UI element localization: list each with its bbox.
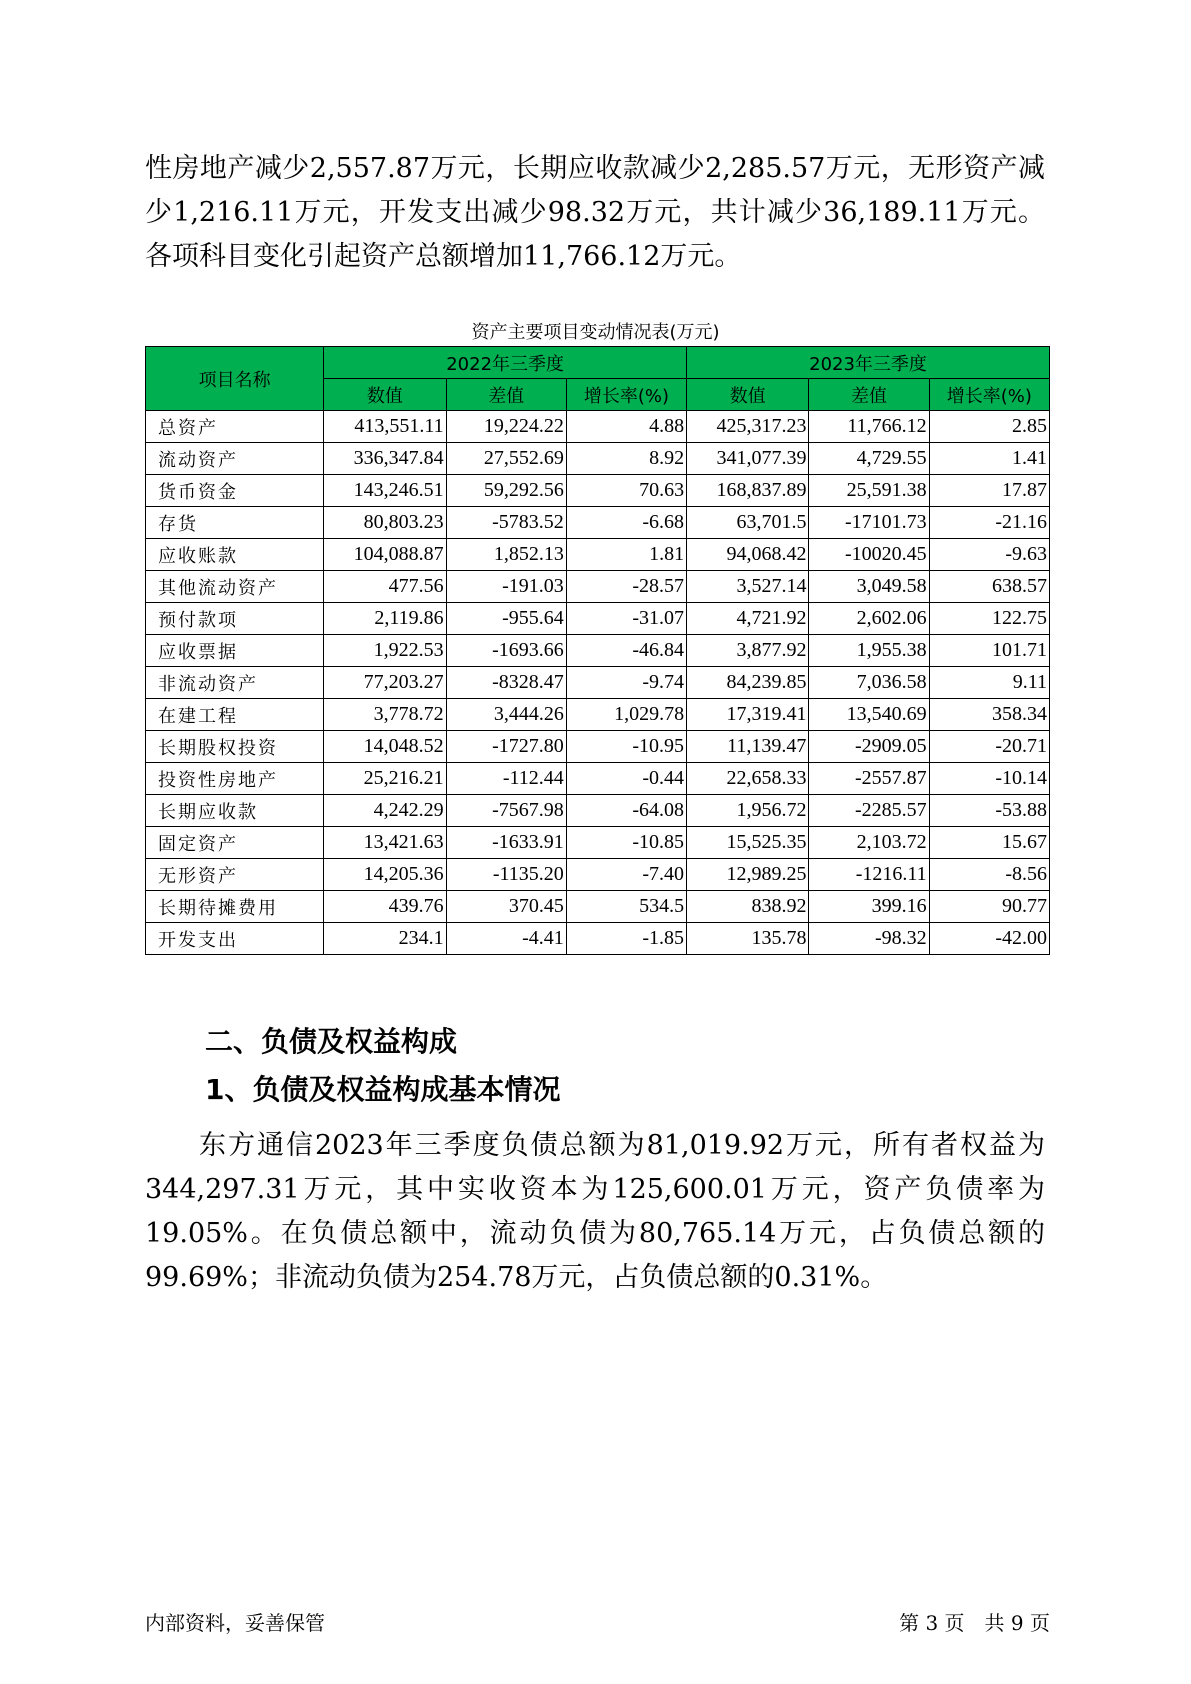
row-value-cell: -0.44	[566, 763, 686, 795]
row-value-cell: -20.71	[929, 731, 1049, 763]
row-value-cell: -112.44	[446, 763, 566, 795]
row-value-cell: -8.56	[929, 859, 1049, 891]
intro-paragraph	[145, 147, 1045, 279]
row-value-cell: 3,527.14	[687, 571, 809, 603]
row-value-cell: 534.5	[566, 891, 686, 923]
header-period-2023: 2023年三季度	[687, 347, 1050, 379]
row-value-cell: -21.16	[929, 507, 1049, 539]
header-diff: 差值	[809, 379, 929, 411]
row-item-name: 无形资产	[146, 859, 324, 891]
liabilities-paragraph	[145, 1124, 1045, 1300]
row-value-cell: 94,068.42	[687, 539, 809, 571]
row-item-name: 流动资产	[146, 443, 324, 475]
row-value-cell: 25,591.38	[809, 475, 929, 507]
row-value-cell: 2,103.72	[809, 827, 929, 859]
row-value-cell: 22,658.33	[687, 763, 809, 795]
table-row	[146, 507, 1050, 539]
row-value-cell: 1.41	[929, 443, 1049, 475]
header-value: 数值	[687, 379, 809, 411]
section-heading: 二、负债及权益构成	[205, 1025, 458, 1058]
row-value-cell: -2909.05	[809, 731, 929, 763]
row-value-cell: 1,956.72	[687, 795, 809, 827]
row-value-cell: -10.14	[929, 763, 1049, 795]
row-value-cell: -28.57	[566, 571, 686, 603]
row-value-cell: -10.95	[566, 731, 686, 763]
row-value-cell: 1,955.38	[809, 635, 929, 667]
row-item-name: 应收票据	[146, 635, 324, 667]
row-value-cell: -6.68	[566, 507, 686, 539]
row-value-cell: 15.67	[929, 827, 1049, 859]
row-value-cell: 90.77	[929, 891, 1049, 923]
row-value-cell: -8328.47	[446, 667, 566, 699]
row-value-cell: -1693.66	[446, 635, 566, 667]
row-value-cell: 3,049.58	[809, 571, 929, 603]
row-value-cell: 101.71	[929, 635, 1049, 667]
row-item-name: 在建工程	[146, 699, 324, 731]
row-value-cell: 135.78	[687, 923, 809, 955]
table-row	[146, 699, 1050, 731]
row-item-name: 存货	[146, 507, 324, 539]
row-value-cell: 358.34	[929, 699, 1049, 731]
table-row	[146, 763, 1050, 795]
row-value-cell: 11,766.12	[809, 411, 929, 443]
row-value-cell: 2.85	[929, 411, 1049, 443]
table-row	[146, 635, 1050, 667]
row-item-name: 开发支出	[146, 923, 324, 955]
row-value-cell: 413,551.11	[324, 411, 446, 443]
header-diff: 差值	[446, 379, 566, 411]
row-value-cell: 4,242.29	[324, 795, 446, 827]
intro-text: 性房地产减少2,557.87万元，长期应收款减少2,285.57万元，无形资产减少1,216.11万元，开发支出减少98.32万元，共计减少36,189.11万元。各项科目变化引起资产总额增加11,766.12万元。	[145, 153, 1045, 272]
row-value-cell: 168,837.89	[687, 475, 809, 507]
row-value-cell: 70.63	[566, 475, 686, 507]
row-value-cell: 80,803.23	[324, 507, 446, 539]
row-value-cell: 25,216.21	[324, 763, 446, 795]
row-value-cell: 3,877.92	[687, 635, 809, 667]
header-value: 数值	[324, 379, 446, 411]
row-value-cell: 1.81	[566, 539, 686, 571]
table-row	[146, 411, 1050, 443]
table-body	[146, 411, 1050, 955]
row-value-cell: 59,292.56	[446, 475, 566, 507]
table-row	[146, 539, 1050, 571]
row-value-cell: 7,036.58	[809, 667, 929, 699]
row-value-cell: 341,077.39	[687, 443, 809, 475]
row-value-cell: -31.07	[566, 603, 686, 635]
row-value-cell: 17,319.41	[687, 699, 809, 731]
row-value-cell: 63,701.5	[687, 507, 809, 539]
row-value-cell: -42.00	[929, 923, 1049, 955]
table-row	[146, 443, 1050, 475]
row-value-cell: -46.84	[566, 635, 686, 667]
row-value-cell: -17101.73	[809, 507, 929, 539]
row-value-cell: 9.11	[929, 667, 1049, 699]
row-item-name: 非流动资产	[146, 667, 324, 699]
header-growth: 增长率(%)	[566, 379, 686, 411]
row-value-cell: -1727.80	[446, 731, 566, 763]
row-value-cell: 19,224.22	[446, 411, 566, 443]
row-value-cell: 425,317.23	[687, 411, 809, 443]
row-value-cell: 399.16	[809, 891, 929, 923]
table-row	[146, 603, 1050, 635]
row-value-cell: 12,989.25	[687, 859, 809, 891]
row-value-cell: -10020.45	[809, 539, 929, 571]
row-value-cell: -98.32	[809, 923, 929, 955]
table-row	[146, 795, 1050, 827]
row-item-name: 货币资金	[146, 475, 324, 507]
row-value-cell: 439.76	[324, 891, 446, 923]
liabilities-text: 东方通信2023年三季度负债总额为81,019.92万元，所有者权益为344,297.31万元，其中实收资本为125,600.01万元，资产负债率为19.05%。在负债总额中，流动负债为80,765.14万元，占负债总额的99.69%；非流动负债为254.78万元，占负债总额的0.31%。	[145, 1130, 1045, 1293]
row-value-cell: -2557.87	[809, 763, 929, 795]
row-value-cell: -64.08	[566, 795, 686, 827]
row-value-cell: 84,239.85	[687, 667, 809, 699]
row-value-cell: 1,852.13	[446, 539, 566, 571]
row-value-cell: 143,246.51	[324, 475, 446, 507]
row-value-cell: 2,602.06	[809, 603, 929, 635]
header-period-2022: 2022年三季度	[324, 347, 687, 379]
row-value-cell: 370.45	[446, 891, 566, 923]
table-row	[146, 731, 1050, 763]
row-value-cell: -191.03	[446, 571, 566, 603]
row-value-cell: 27,552.69	[446, 443, 566, 475]
row-item-name: 固定资产	[146, 827, 324, 859]
table-row	[146, 891, 1050, 923]
row-item-name: 总资产	[146, 411, 324, 443]
row-value-cell: -1633.91	[446, 827, 566, 859]
sub-heading: 1、负债及权益构成基本情况	[205, 1073, 561, 1106]
row-value-cell: 3,778.72	[324, 699, 446, 731]
table-row	[146, 571, 1050, 603]
row-value-cell: 4,729.55	[809, 443, 929, 475]
row-value-cell: -2285.57	[809, 795, 929, 827]
row-value-cell: 15,525.35	[687, 827, 809, 859]
header-item-name: 项目名称	[146, 347, 324, 411]
row-value-cell: -1135.20	[446, 859, 566, 891]
asset-change-table	[145, 346, 1050, 955]
row-value-cell: -9.74	[566, 667, 686, 699]
row-value-cell: 4.88	[566, 411, 686, 443]
row-value-cell: 1,922.53	[324, 635, 446, 667]
row-item-name: 长期股权投资	[146, 731, 324, 763]
row-value-cell: 1,029.78	[566, 699, 686, 731]
row-item-name: 长期待摊费用	[146, 891, 324, 923]
row-item-name: 预付款项	[146, 603, 324, 635]
row-item-name: 投资性房地产	[146, 763, 324, 795]
header-growth: 增长率(%)	[929, 379, 1049, 411]
row-value-cell: 14,048.52	[324, 731, 446, 763]
table-caption: 资产主要项目变动情况表(万元)	[471, 322, 720, 343]
row-value-cell: 11,139.47	[687, 731, 809, 763]
row-value-cell: -955.64	[446, 603, 566, 635]
row-value-cell: 838.92	[687, 891, 809, 923]
row-value-cell: -7.40	[566, 859, 686, 891]
row-item-name: 应收账款	[146, 539, 324, 571]
row-value-cell: -4.41	[446, 923, 566, 955]
footer-page-number: 第 3 页 共 9 页	[899, 1611, 1050, 1635]
row-value-cell: 122.75	[929, 603, 1049, 635]
table-row	[146, 475, 1050, 507]
table-row	[146, 667, 1050, 699]
row-value-cell: -1.85	[566, 923, 686, 955]
row-value-cell: -7567.98	[446, 795, 566, 827]
table-row	[146, 859, 1050, 891]
row-value-cell: -1216.11	[809, 859, 929, 891]
row-value-cell: 2,119.86	[324, 603, 446, 635]
table-row	[146, 923, 1050, 955]
row-value-cell: -5783.52	[446, 507, 566, 539]
row-value-cell: 13,540.69	[809, 699, 929, 731]
row-value-cell: 4,721.92	[687, 603, 809, 635]
row-value-cell: 638.57	[929, 571, 1049, 603]
table-row	[146, 827, 1050, 859]
row-value-cell: 477.56	[324, 571, 446, 603]
row-value-cell: -9.63	[929, 539, 1049, 571]
row-value-cell: 336,347.84	[324, 443, 446, 475]
row-value-cell: 14,205.36	[324, 859, 446, 891]
row-value-cell: 13,421.63	[324, 827, 446, 859]
row-value-cell: -53.88	[929, 795, 1049, 827]
row-item-name: 其他流动资产	[146, 571, 324, 603]
row-value-cell: 234.1	[324, 923, 446, 955]
footer-confidential: 内部资料，妥善保管	[145, 1611, 325, 1635]
row-value-cell: 104,088.87	[324, 539, 446, 571]
row-value-cell: -10.85	[566, 827, 686, 859]
row-value-cell: 8.92	[566, 443, 686, 475]
row-item-name: 长期应收款	[146, 795, 324, 827]
row-value-cell: 3,444.26	[446, 699, 566, 731]
row-value-cell: 77,203.27	[324, 667, 446, 699]
row-value-cell: 17.87	[929, 475, 1049, 507]
